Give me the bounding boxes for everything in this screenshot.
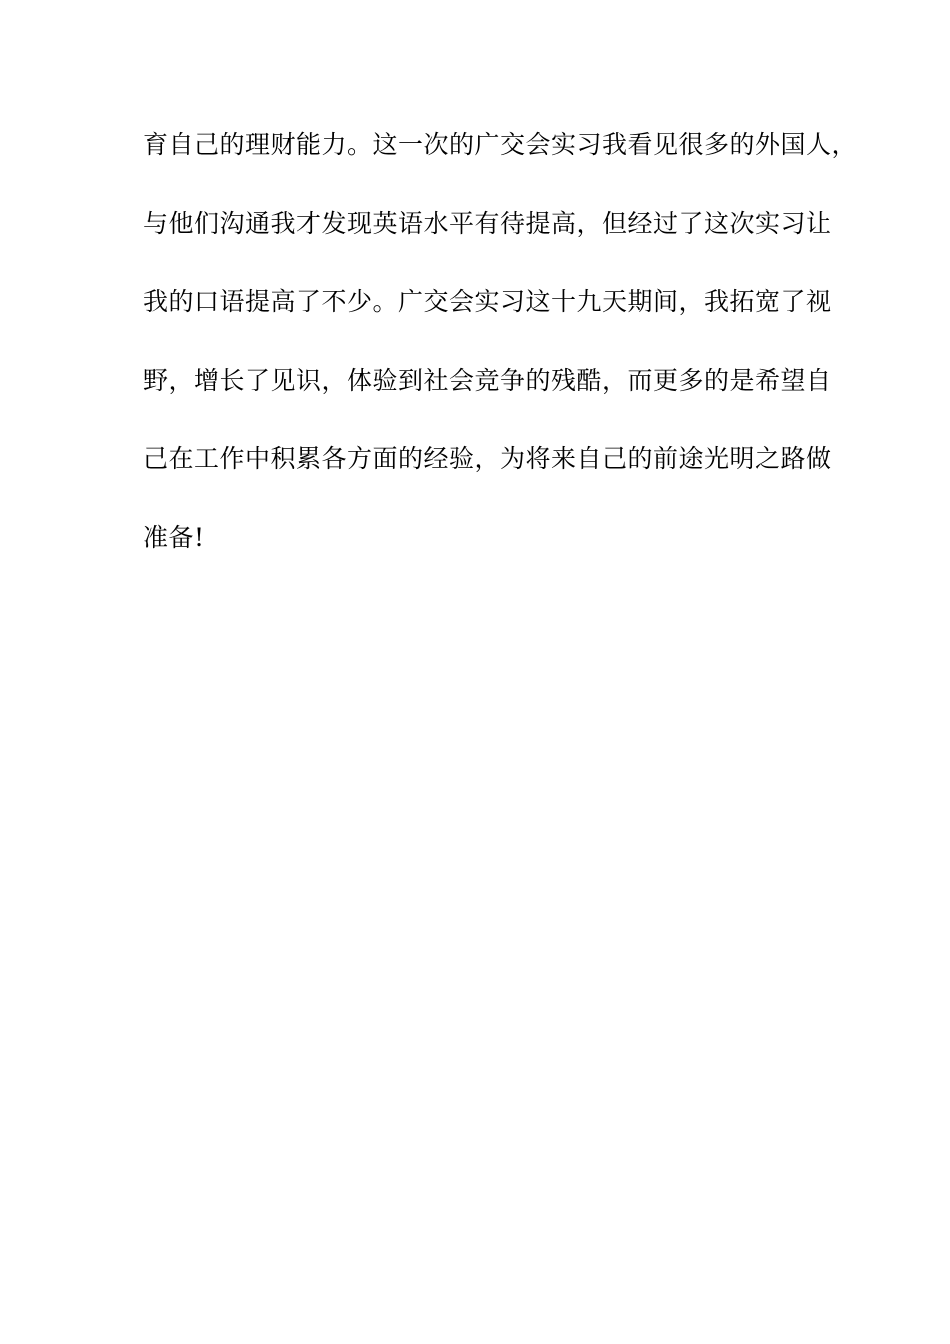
text-line: 准备! [143, 522, 205, 552]
text-line: 野，增长了见识，体验到社会竞争的残酷，而更多的是希望自 [143, 365, 832, 395]
text-line: 己在工作中积累各方面的经验，为将来自己的前途光明之路做 [143, 444, 832, 474]
text-line: 育自己的理财能力。这一次的广交会实习我看见很多的外国人， [143, 130, 858, 159]
body-paragraph [143, 128, 858, 600]
text-line: 与他们沟通我才发现英语水平有待提高，但经过了这次实习让 [143, 208, 832, 238]
text-line: 我的口语提高了不少。广交会实习这十九天期间，我拓宽了视 [143, 287, 832, 317]
